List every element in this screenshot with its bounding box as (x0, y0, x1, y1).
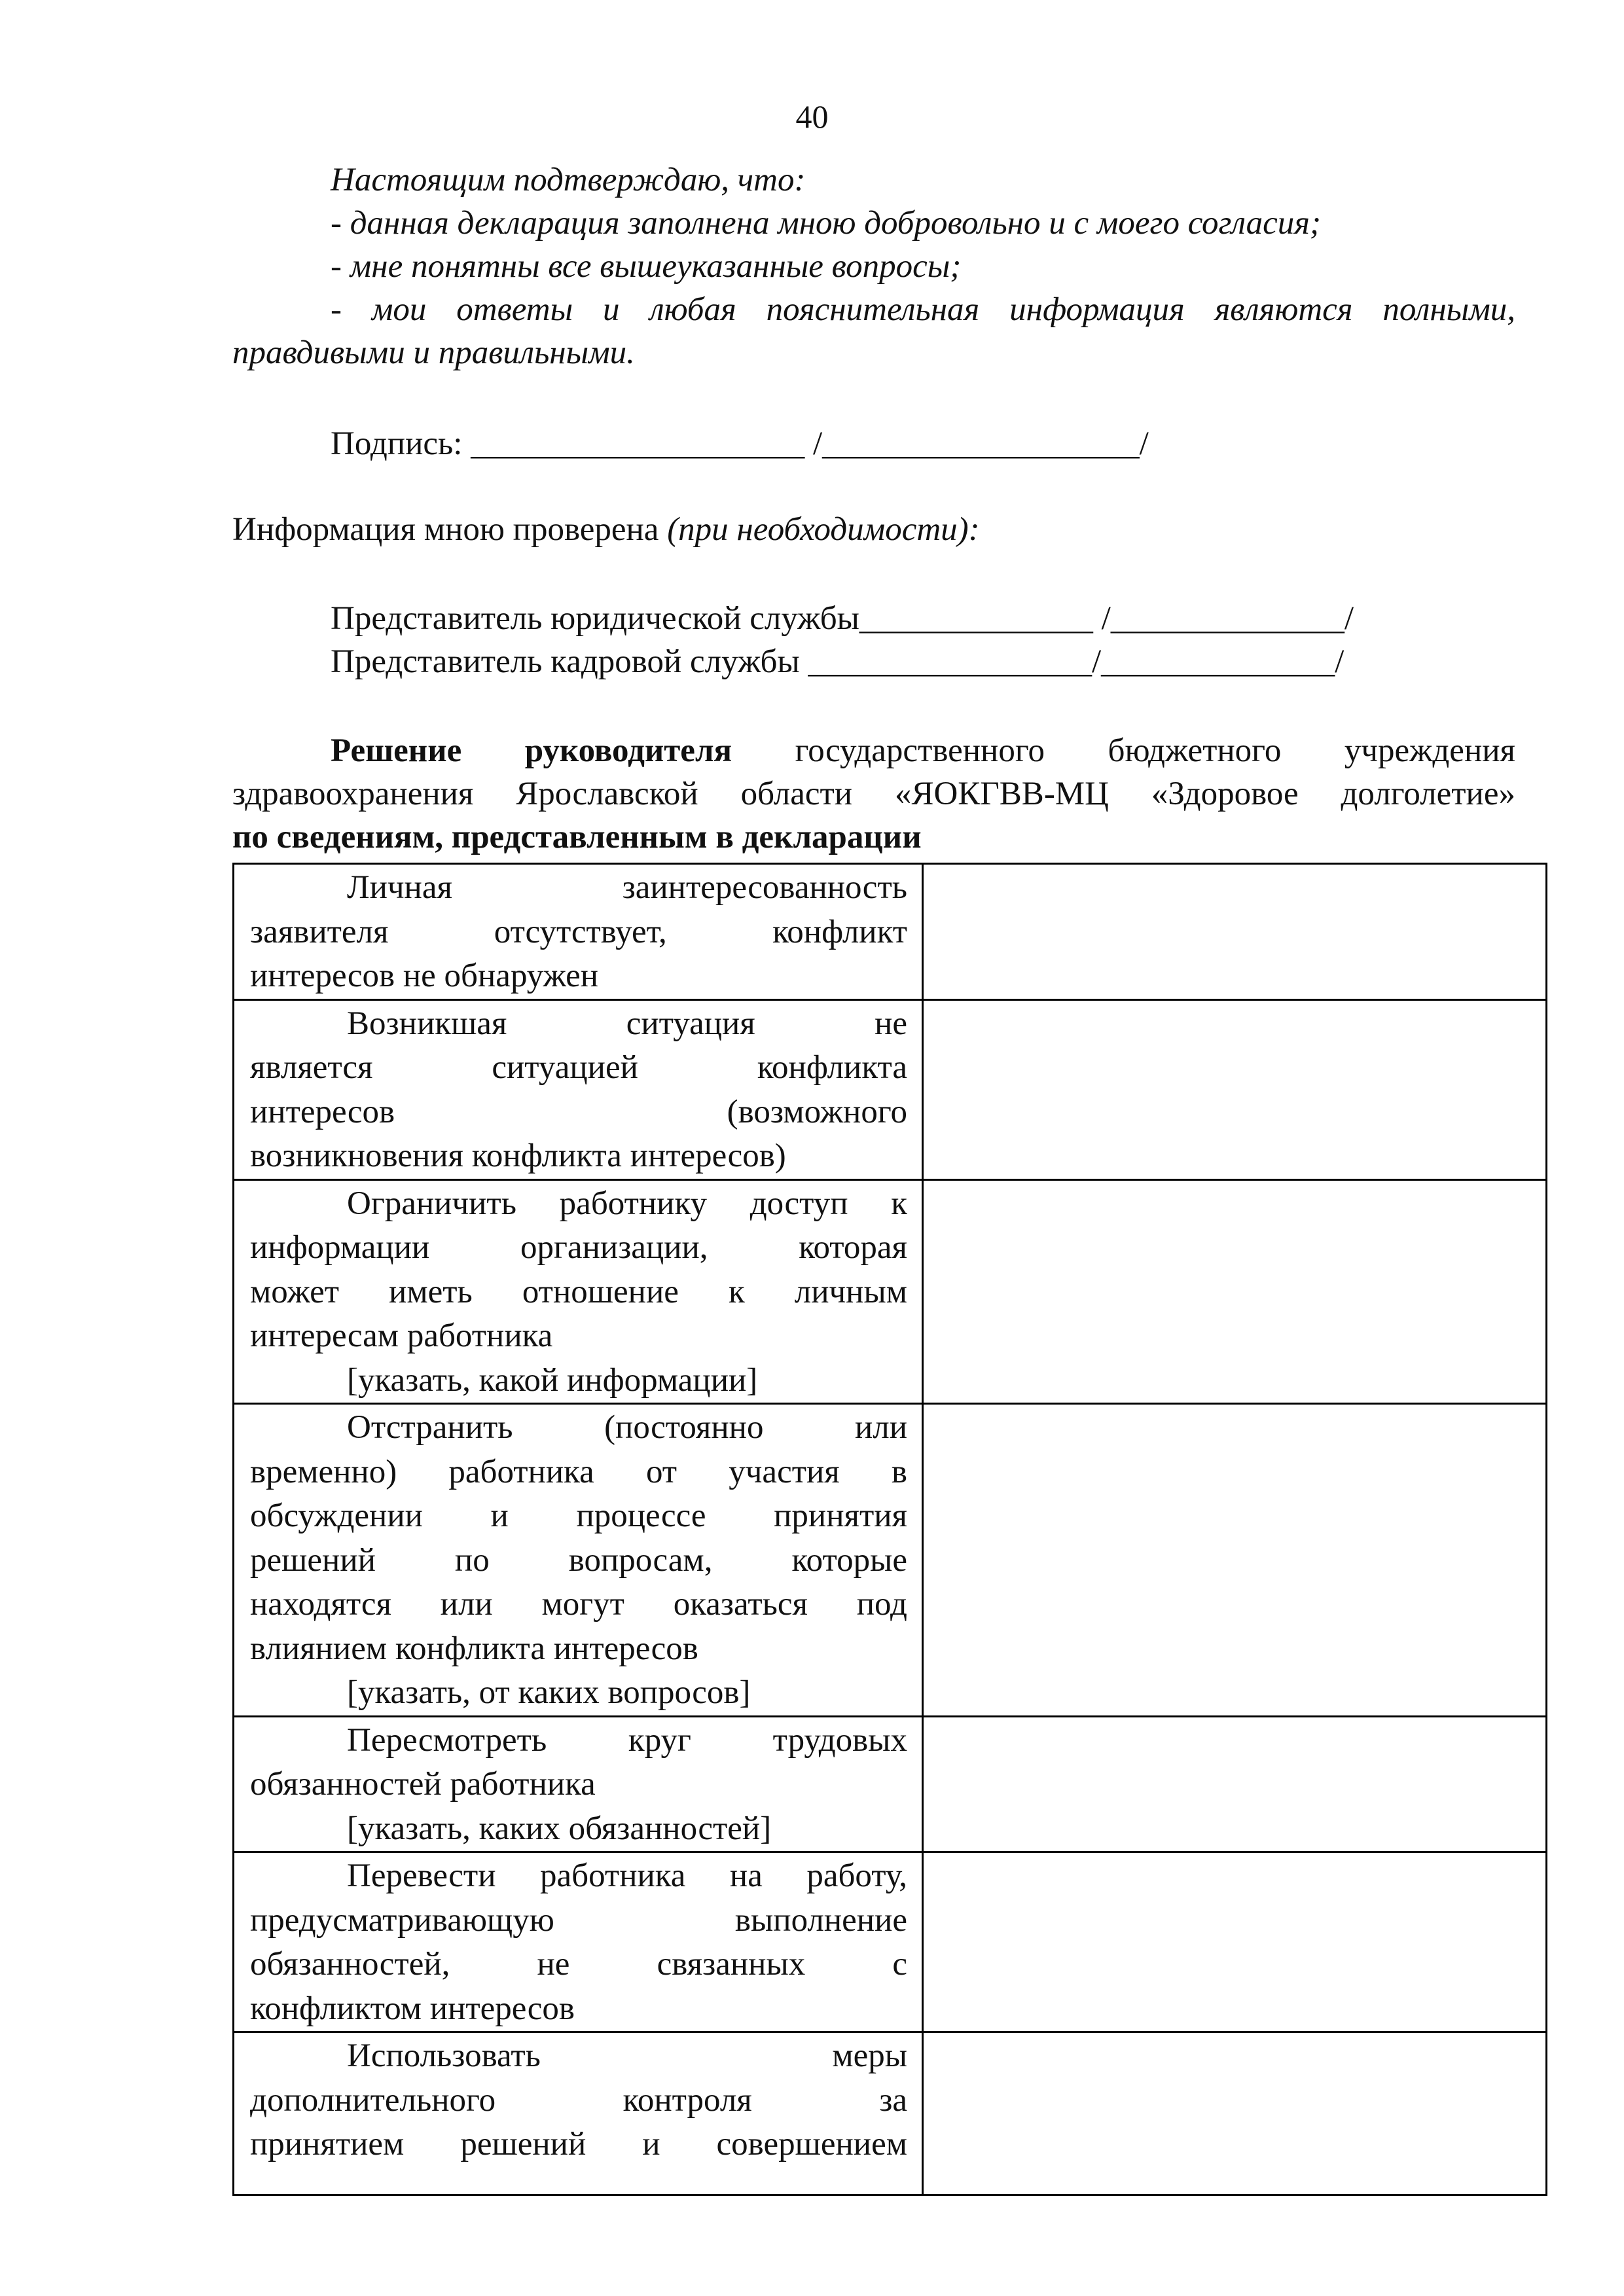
table-row (234, 1852, 1547, 2032)
signature-line: Подпись: ____________________ /___________________/ (331, 425, 1149, 462)
label-line: решений по вопросам, которые (250, 1541, 907, 1579)
label-line: Отстранить (постоянно или (347, 1409, 907, 1446)
confirmation-item: - данная декларация заполнена мною добровольно и с моего согласия; (331, 205, 1321, 242)
decision-heading (331, 729, 1515, 772)
table-row (234, 1716, 1547, 1852)
label-line: является ситуацией конфликта (250, 1049, 907, 1086)
label-line: интересам работника (250, 1318, 553, 1354)
label-line: обязанностей работника (250, 1766, 596, 1803)
hr-representative-line: Представитель кадровой службы _________________/______________/ (331, 643, 1344, 680)
decision-option-label (234, 864, 923, 1000)
label-line: предусматривающую выполнение (250, 1901, 907, 1939)
label-line: Пересмотреть круг трудовых (347, 1721, 907, 1759)
label-note: [указать, каких обязанностей] (347, 1810, 772, 1847)
label-note: [указать, какой информации] (347, 1361, 758, 1399)
decision-option-label (234, 1404, 923, 1717)
label-line: возникновения конфликта интересов) (250, 1138, 786, 1174)
decision-option-label (234, 1179, 923, 1404)
label-line: интересов (возможного (250, 1093, 907, 1130)
decision-option-value[interactable] (923, 1179, 1547, 1404)
page-number: 40 (795, 98, 829, 135)
confirmation-item-continuation: правдивыми и правильными. (232, 334, 635, 371)
label-line: конфликтом интересов (250, 1990, 575, 2027)
table-row (234, 999, 1547, 1179)
table-row (234, 1179, 1547, 1404)
decision-option-label (234, 2032, 923, 2195)
label-line: заявителя отсутствует, конфликт (250, 913, 907, 950)
decision-option-label (234, 999, 923, 1179)
label-line: влиянием конфликта интересов (250, 1630, 698, 1667)
confirmation-item: - мои ответы и любая пояснительная информация являются полными, (331, 291, 1515, 328)
decision-subject: по сведениям, представленным в декларации (232, 819, 922, 855)
decision-heading-rest: государственного бюджетного учреждения (732, 732, 1515, 769)
label-line: интересов не обнаружен (250, 958, 599, 994)
decision-heading-bold: Решение руководителя (331, 732, 732, 769)
decision-option-value[interactable] (923, 864, 1547, 1000)
decision-option-value[interactable] (923, 1716, 1547, 1852)
label-line: Возникшая ситуация не (347, 1005, 907, 1042)
label-line: Использовать меры (347, 2037, 907, 2074)
label-line: информации организации, которая (250, 1229, 907, 1266)
verification-note: (при необходимости): (667, 511, 980, 548)
label-line: Личная заинтересованность (347, 869, 907, 906)
label-line: Перевести работника на работу, (347, 1857, 907, 1894)
label-line: дополнительного контроля за (250, 2081, 907, 2119)
decision-option-value[interactable] (923, 999, 1547, 1179)
decision-option-value[interactable] (923, 2032, 1547, 2195)
label-note: [указать, от каких вопросов] (347, 1674, 751, 1711)
table-row (234, 1404, 1547, 1717)
label-line: временно) работника от участия в (250, 1453, 907, 1490)
label-line: может иметь отношение к личным (250, 1273, 907, 1310)
confirmation-item: - мне понятны все вышеуказанные вопросы; (331, 248, 962, 285)
label-line: принятием решений и совершением (250, 2126, 907, 2162)
confirmation-heading: Настоящим подтверждаю, что: (331, 162, 806, 198)
decision-option-value[interactable] (923, 1404, 1547, 1717)
decision-table (232, 863, 1547, 2196)
label-line: Ограничить работнику доступ к (347, 1185, 907, 1222)
decision-option-label (234, 1716, 923, 1852)
decision-option-value[interactable] (923, 1852, 1547, 2032)
legal-representative-line: Представитель юридической службы______________ /______________/ (331, 600, 1354, 637)
verification-text: Информация мною проверена (232, 511, 668, 548)
label-line: обязанностей, не связанных с (250, 1946, 907, 1982)
label-line: находятся или могут оказаться под (250, 1586, 907, 1623)
label-line: обсуждении и процессе принятия (250, 1498, 907, 1534)
verification-line (232, 508, 1515, 551)
decision-option-label (234, 1852, 923, 2032)
table-row (234, 2032, 1547, 2195)
table-row (234, 864, 1547, 1000)
decision-organization: здравоохранения Ярославской области «ЯОКГВВ-МЦ «Здоровое долголетие» (232, 776, 1515, 812)
